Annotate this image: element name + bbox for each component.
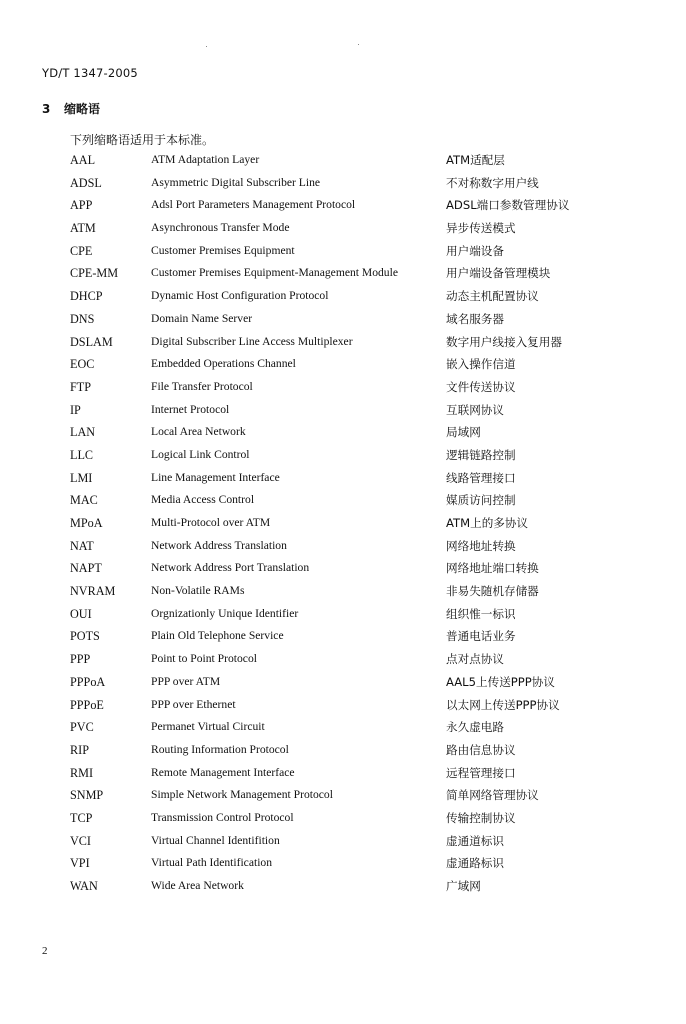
abbreviation-code: RMI (70, 765, 94, 780)
abbreviation-code: PPPoA (70, 674, 106, 689)
abbreviation-chinese-term: 逻辑链路控制 (446, 447, 516, 462)
abbreviation-english-term: Simple Network Management Protocol (151, 788, 333, 802)
abbreviation-row (0, 308, 686, 331)
abbreviation-row (0, 353, 686, 376)
abbreviation-row (0, 399, 686, 422)
section-number: 3 (42, 102, 51, 116)
abbreviation-english-term: Asynchronous Transfer Mode (151, 221, 290, 235)
abbreviation-code: PVC (70, 720, 94, 735)
abbreviation-code: PPP (70, 652, 91, 667)
abbreviation-english-term: Orgnizationly Unique Identifier (151, 606, 299, 620)
abbreviation-row (0, 331, 686, 354)
abbreviation-code: TCP (70, 810, 93, 825)
abbreviation-chinese-term: 传输控制协议 (446, 810, 516, 825)
abbreviation-code: CPE (70, 243, 93, 258)
section-intro: 下列缩略语适用于本标准。 (70, 133, 215, 147)
abbreviation-english-term: Plain Old Telephone Service (151, 629, 284, 643)
abbreviation-chinese-term: 网络地址端口转换 (446, 561, 539, 576)
abbreviation-row (0, 762, 686, 785)
abbreviation-row (0, 535, 686, 558)
abbreviation-chinese-term: 媒质访问控制 (446, 493, 516, 508)
abbreviation-code: LLC (70, 447, 94, 462)
abbreviation-row (0, 467, 686, 490)
abbreviation-row (0, 694, 686, 717)
abbreviation-row (0, 739, 686, 762)
abbreviation-code: WAN (70, 879, 98, 893)
abbreviation-english-term: PPP over Ethernet (151, 697, 236, 711)
abbreviation-chinese-term: 嵌入操作信道 (446, 357, 516, 372)
abbreviation-chinese-term: 局域网 (446, 425, 481, 440)
abbreviation-english-term: Logical Link Control (151, 447, 250, 461)
abbreviation-chinese-term: ATM上的多协议 (446, 516, 529, 530)
abbreviation-english-term: Local Area Network (151, 425, 246, 439)
abbreviation-row (0, 262, 686, 285)
abbreviation-row (0, 240, 686, 263)
abbreviation-row (0, 489, 686, 512)
scan-speck (206, 46, 207, 47)
abbreviation-english-term: Multi-Protocol over ATM (151, 516, 271, 529)
abbreviation-chinese-term: 数字用户线接入复用器 (446, 334, 562, 349)
abbreviation-chinese-term: 域名服务器 (446, 311, 504, 326)
abbreviation-row (0, 716, 686, 739)
abbreviation-row (0, 852, 686, 875)
abbreviation-code: EOC (70, 357, 95, 372)
abbreviation-code: DSLAM (70, 334, 113, 349)
abbreviation-chinese-term: 网络地址转换 (446, 538, 516, 553)
abbreviation-code: SNMP (70, 788, 104, 803)
abbreviation-chinese-term: 用户端设备 (446, 243, 504, 258)
abbreviation-chinese-term: 不对称数字用户线 (446, 175, 539, 190)
abbreviation-row (0, 807, 686, 830)
abbreviation-chinese-term: ADSL端口参数管理协议 (446, 198, 570, 213)
abbreviation-english-term: Domain Name Server (151, 311, 253, 325)
abbreviation-row (0, 603, 686, 626)
abbreviation-list (0, 149, 686, 898)
abbreviation-english-term: Adsl Port Parameters Management Protocol (151, 198, 356, 212)
abbreviation-row (0, 217, 686, 240)
abbreviation-row (0, 421, 686, 444)
abbreviation-english-term: Remote Management Interface (151, 765, 295, 779)
abbreviation-code: NVRAM (70, 584, 116, 599)
abbreviation-code: LMI (70, 470, 93, 485)
abbreviation-english-term: Non-Volatile RAMs (151, 584, 245, 598)
abbreviation-chinese-term: 简单网络管理协议 (446, 788, 539, 803)
abbreviation-row (0, 285, 686, 308)
abbreviation-code: CPE-MM (70, 266, 119, 281)
abbreviation-english-term: Embedded Operations Channel (151, 357, 296, 371)
abbreviation-row (0, 648, 686, 671)
abbreviation-chinese-term: 虚通道标识 (446, 833, 504, 848)
abbreviation-code: MAC (70, 493, 98, 508)
abbreviation-chinese-term: 虚通路标识 (446, 856, 504, 871)
abbreviation-english-term: Virtual Channel Identifition (151, 833, 280, 847)
abbreviation-row (0, 444, 686, 467)
abbreviation-code: IP (70, 402, 81, 417)
abbreviation-code: LAN (70, 425, 96, 440)
abbreviation-code: PPPoE (70, 697, 104, 712)
abbreviation-english-term: Digital Subscriber Line Access Multiplexer (151, 334, 353, 348)
abbreviation-code: MPoA (70, 516, 103, 530)
abbreviation-chinese-term: 永久虚电路 (446, 720, 504, 735)
abbreviation-code: RIP (70, 742, 89, 757)
abbreviation-code: VPI (70, 856, 90, 871)
abbreviation-chinese-term: 用户端设备管理模块 (446, 266, 551, 281)
abbreviation-chinese-term: 以太网上传送PPP协议 (446, 697, 560, 712)
abbreviation-english-term: PPP over ATM (151, 674, 221, 688)
abbreviation-code: VCI (70, 833, 91, 848)
standard-code: YD/T 1347-2005 (42, 66, 138, 80)
abbreviation-chinese-term: AAL5上传送PPP协议 (446, 674, 555, 689)
abbreviation-english-term: Wide Area Network (151, 879, 244, 892)
abbreviation-code: DHCP (70, 289, 103, 304)
abbreviation-row (0, 512, 686, 535)
abbreviation-chinese-term: ATM适配层 (446, 153, 505, 167)
abbreviation-chinese-term: 非易失随机存储器 (446, 584, 539, 599)
abbreviation-code: ATM (70, 221, 96, 236)
section-heading (42, 100, 100, 117)
abbreviation-english-term: Media Access Control (151, 493, 255, 507)
abbreviation-chinese-term: 普通电话业务 (446, 629, 516, 644)
abbreviation-english-term: Virtual Path Identification (151, 856, 273, 870)
abbreviation-chinese-term: 异步传送模式 (446, 221, 516, 236)
page-number: 2 (42, 945, 48, 957)
abbreviation-code: NAPT (70, 561, 102, 576)
scan-speck (358, 44, 359, 45)
abbreviation-code: OUI (70, 606, 92, 621)
abbreviation-chinese-term: 点对点协议 (446, 652, 504, 667)
abbreviation-chinese-term: 互联网协议 (446, 402, 504, 417)
abbreviation-english-term: Dynamic Host Configuration Protocol (151, 289, 329, 303)
abbreviation-row (0, 149, 686, 172)
abbreviation-row (0, 376, 686, 399)
abbreviation-english-term: Network Address Translation (151, 538, 287, 552)
abbreviation-chinese-term: 组织惟一标识 (446, 606, 516, 621)
abbreviation-row (0, 625, 686, 648)
abbreviation-english-term: Line Management Interface (151, 470, 280, 484)
abbreviation-code: AAL (70, 153, 96, 167)
abbreviation-english-term: Permanet Virtual Circuit (151, 720, 265, 734)
abbreviation-chinese-term: 线路管理接口 (446, 470, 516, 485)
abbreviation-chinese-term: 远程管理接口 (446, 765, 516, 780)
abbreviation-row (0, 671, 686, 694)
abbreviation-row (0, 580, 686, 603)
abbreviation-chinese-term: 文件传送协议 (446, 379, 516, 394)
abbreviation-english-term: Customer Premises Equipment-Management Module (151, 266, 398, 280)
abbreviation-code: DNS (70, 311, 95, 326)
abbreviation-code: APP (70, 198, 93, 213)
abbreviation-chinese-term: 广域网 (446, 879, 481, 893)
abbreviation-code: FTP (70, 379, 92, 394)
abbreviation-english-term: Asymmetric Digital Subscriber Line (151, 175, 321, 189)
abbreviation-english-term: Internet Protocol (151, 402, 230, 416)
abbreviation-code: ADSL (70, 175, 102, 190)
abbreviation-english-term: ATM Adaptation Layer (151, 153, 260, 166)
abbreviation-english-term: Routing Information Protocol (151, 742, 289, 756)
abbreviation-row (0, 172, 686, 195)
abbreviation-english-term: File Transfer Protocol (151, 379, 253, 393)
abbreviation-row (0, 784, 686, 807)
abbreviation-row (0, 875, 686, 898)
abbreviation-english-term: Point to Point Protocol (151, 652, 257, 666)
abbreviation-code: POTS (70, 629, 100, 644)
abbreviation-english-term: Transmission Control Protocol (151, 810, 294, 824)
abbreviation-english-term: Network Address Port Translation (151, 561, 310, 575)
abbreviation-english-term: Customer Premises Equipment (151, 243, 295, 257)
section-title: 缩略语 (64, 102, 101, 116)
abbreviation-chinese-term: 路由信息协议 (446, 742, 516, 757)
abbreviation-row (0, 557, 686, 580)
abbreviation-code: NAT (70, 538, 94, 553)
abbreviation-row (0, 194, 686, 217)
abbreviation-row (0, 830, 686, 853)
abbreviation-chinese-term: 动态主机配置协议 (446, 289, 539, 304)
